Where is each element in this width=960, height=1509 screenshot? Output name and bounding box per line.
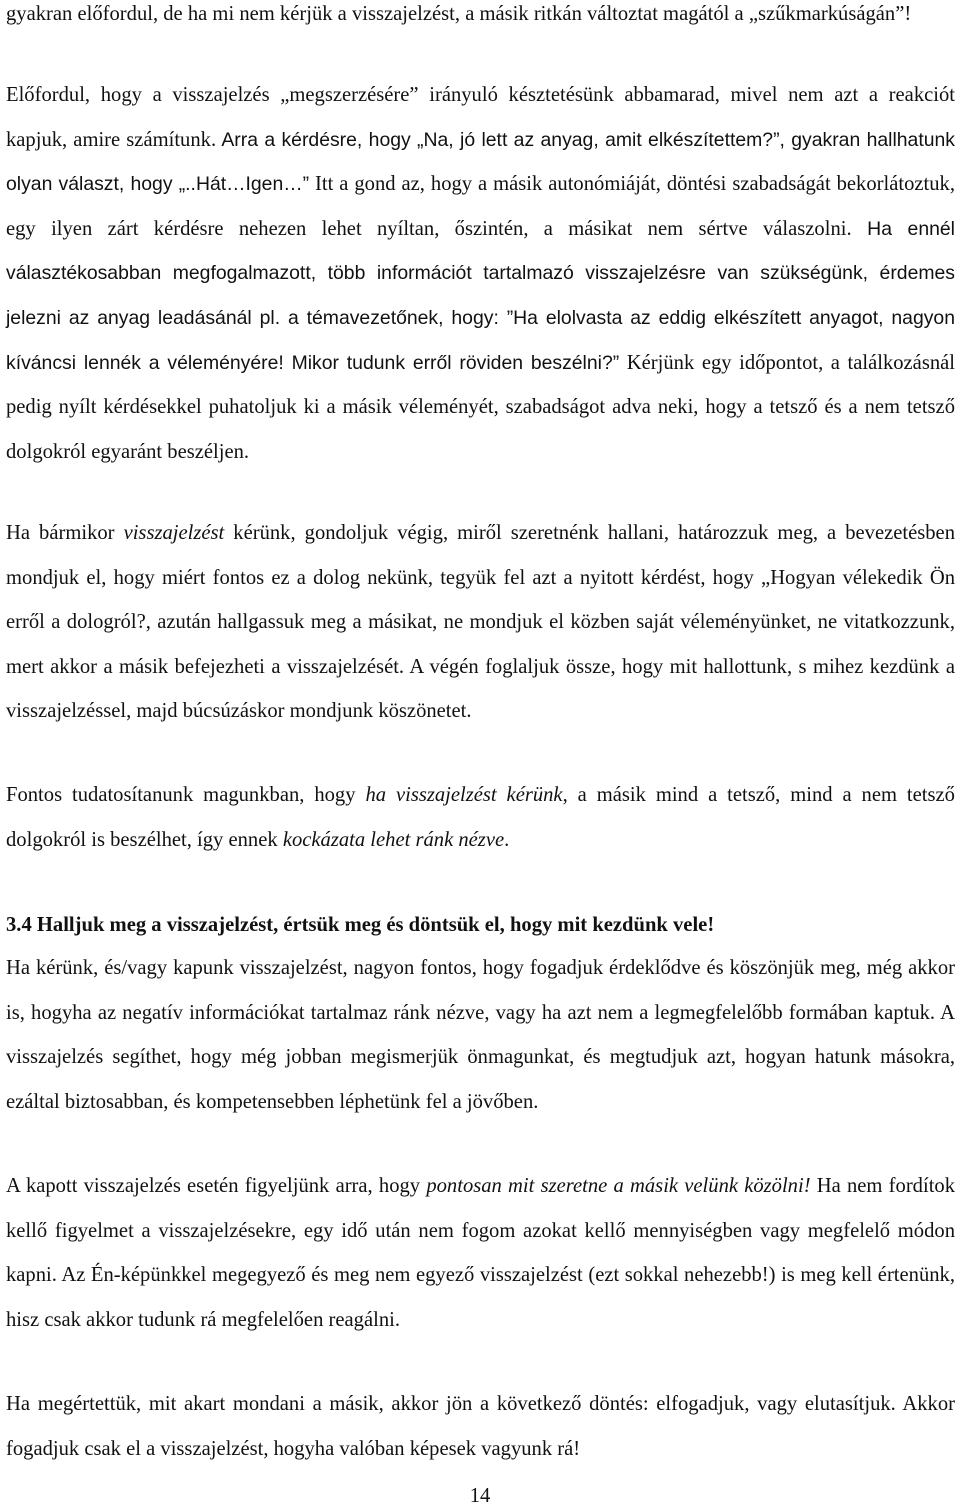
page-number: 14 bbox=[469, 1485, 491, 1507]
p5-sentence-2: A visszajelzés segíthet, hogy még jobban megismerjük önmagunkat, és megtudjuk azt, hogyan hatunk másokra, ezáltal biztosabban, és kompetensebben léphetünk fel a jövőben. bbox=[6, 1001, 955, 1113]
p3-emphasis: visszajelzést bbox=[123, 522, 225, 544]
p3-text-end: kérünk, gondoljuk végig, miről szeretnénk hallani, határozzuk meg, a bevezetésben mondjuk el, hogy miért fontos ez a dolog nekünk, tegyük fel azt a nyitott kérdést, hogy „Hogyan vélekedik Ön erről a dologról?, azután hallgassuk meg a másikat, ne mondjuk el közben saját véleményünket, ne vitatkozzunk, mert akkor a másik befejezheti a visszajelzését. A végén foglaljuk össze, hogy mit hallottunk, s mihez kezdünk a visszajelzéssel, majd búcsúzáskor mondjunk köszönetet. bbox=[6, 522, 955, 723]
p4-text-1: Fontos tudatosítanunk magunkban, hogy bbox=[6, 784, 366, 806]
p5-sentence-1: Ha kérünk, és/vagy kapunk visszajelzést, nagyon fontos, hogy fogadjuk érdeklődve és köszönjük meg, még akkor is, hogyha az negatív információkat tartalmaz ránk nézve, vagy ha azt nem a legmegfelelőbb formában kaptuk. bbox=[6, 957, 955, 1024]
paragraph-1 bbox=[6, 0, 955, 37]
p6-text-2: Ha nem fordítok kellő figyelmet a visszajelzésekre, egy idő után nem fogom azokat kellő mennyiségben vagy megfelelő módon kapni. bbox=[6, 1175, 956, 1287]
p2-sentence-5: Kérjünk egy időpontot, a találkozásnál pedig nyílt kérdésekkel puhatoljuk ki a másik véleményét, szabadságot adva neki, hogy a tetsző és a nem tetsző dolgokról egyaránt beszéljen. bbox=[6, 351, 955, 463]
p2-sentence-4: Ha ennél választékosabban megfogalmazott, több információt tartalmazó visszajelzésre van szükségünk, érdemes jelezni az anyag leadásánál pl. a témavezetőnek, hogy: ”Ha elolvasta az eddig elkészített anyagot, nagyon kíváncsi lennék a véleményére! Mikor tudunk erről röviden beszélni?” bbox=[6, 217, 955, 374]
p1-text: gyakran előfordul, de ha mi nem kérjük a visszajelzést, a másik ritkán változtat magától a „szűkmarkúságán”! bbox=[6, 3, 912, 25]
section-heading: 3.4 Halljuk meg a visszajelzést, értsük meg és döntsük el, hogy mit kezdünk vele! bbox=[6, 914, 715, 936]
p4-emphasis-2: kockázata lehet ránk nézve bbox=[282, 828, 505, 851]
p7-text: Ha megértettük, mit akart mondani a másik, akkor jön a következő döntés: elfogadjuk, vagy elutasítjuk. Akkor fogadjuk csak el a visszajelzést, hogyha valóban képesek vagyunk rá! bbox=[6, 1393, 955, 1460]
p2-sentence-3: Itt a gond az, hogy a másik autonómiáját, döntési szabadságát bekorlátoztuk, egy ilyen zárt kérdésre nehezen lehet nyíltan, őszintén, a másikat nem sértve válaszolni. bbox=[6, 173, 955, 240]
p4-emphasis-1: ha visszajelzést kérünk bbox=[365, 784, 563, 806]
paragraph-3 bbox=[6, 511, 955, 734]
p2-sentence-2: Arra a kérdésre, hogy „Na, jó lett az anyag, amit elkészítettem?”, gyakran hallhatunk olyan választ, hogy „..Hát…Igen…” bbox=[6, 128, 955, 196]
paragraph-4 bbox=[6, 773, 955, 862]
p6-emphasis: pontosan mit szeretne a másik velünk közölni! bbox=[426, 1175, 811, 1197]
p6-text-3: Az Én-képünkkel megegyező és meg nem egyező visszajelzést (ezt sokkal nehezebb!) is meg kell értenünk, hisz csak akkor tudunk rá megfelelően reagálni. bbox=[6, 1264, 955, 1331]
paragraph-7 bbox=[6, 1382, 955, 1471]
paragraph-5 bbox=[6, 946, 955, 1124]
p6-text-1: A kapott visszajelzés esetén figyeljünk arra, hogy bbox=[6, 1175, 427, 1197]
p3-text-start: Ha bármikor bbox=[6, 522, 124, 544]
p4-text-3: . bbox=[504, 828, 510, 851]
paragraph-2 bbox=[6, 73, 955, 474]
p4-text-2: , a másik mind a tetsző, mind a nem tetsző dolgokról is beszélhet, így ennek bbox=[6, 784, 955, 851]
p2-sentence-1: Előfordul, hogy a visszajelzés „megszerzésére” irányuló késztetésünk abbamarad, mivel nem azt a reakciót kapjuk, amire számítunk. bbox=[6, 84, 955, 151]
paragraph-6 bbox=[6, 1164, 955, 1342]
